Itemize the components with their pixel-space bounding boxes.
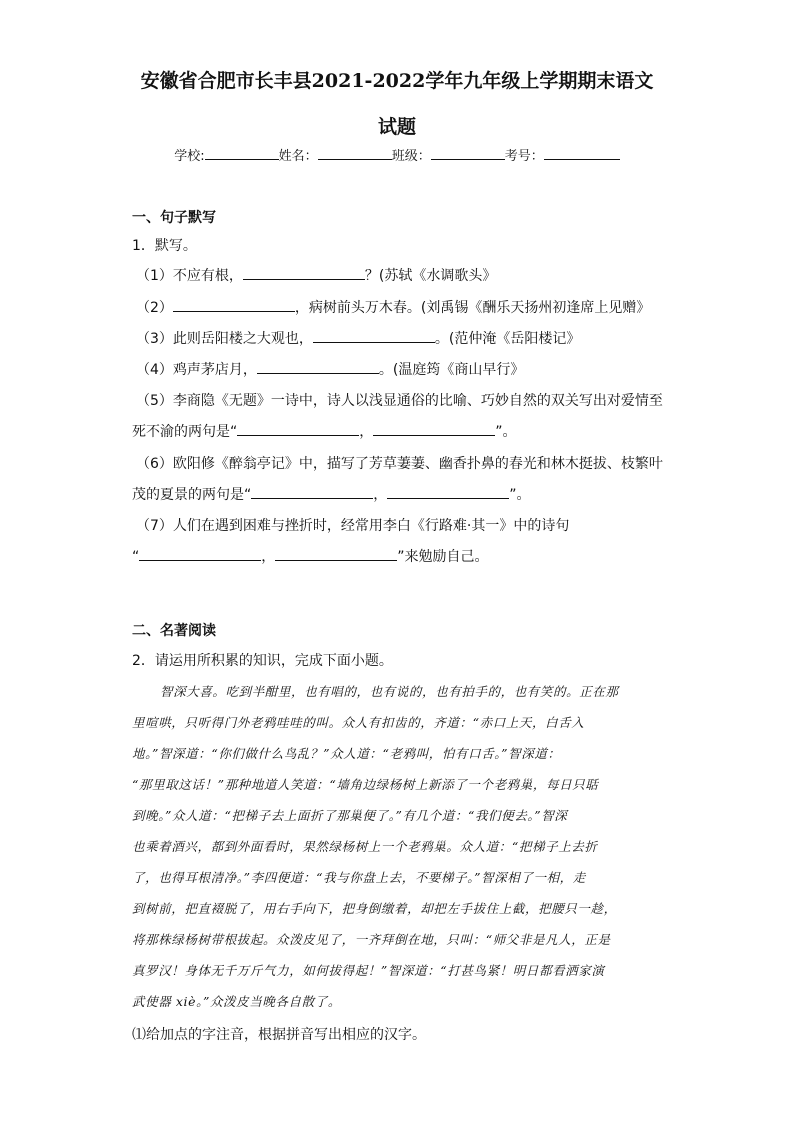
item5-blank-a[interactable] [237,422,359,436]
item4-source: 。(温庭筠《商山早行》 [378,362,525,378]
passage-line: 智深大喜。吃到半酣里，也有唱的，也有说的，也有拍手的，也有笑的。正在那 [160,684,619,699]
subquestion-1: ⑴给加点的字注音，根据拼音写出相应的汉字。 [132,1027,426,1043]
item7-line2 [132,546,489,566]
exam-no-blank[interactable] [544,147,620,160]
item6-blank-a[interactable] [251,485,373,499]
item7-text: “ [132,549,140,565]
passage-line: 里喧哄，只听得门外老鸦哇哇的叫。众人有扣齿的，齐道：“赤口上天，白舌入 [132,715,585,730]
item7-blank-b[interactable] [275,547,397,561]
passage-line: 到树前，把直裰脱了，用右手向下，把身倒缴着，却把左手拔住上截，把腰只一趁， [132,901,617,916]
item2-blank[interactable] [173,298,295,312]
item1-source: ？(苏轼《水调歌头》 [364,268,497,284]
item1-blank[interactable] [243,266,365,280]
passage-line: 将那株绿杨树带根拔起。众泼皮见了，一齐拜倒在地，只叫：“师父非是凡人，正是 [132,932,611,947]
item5-end: ”。 [495,424,517,440]
exam-title-line2: 试题 [377,116,416,138]
item6-line2 [132,484,531,504]
exam-title-line1: 安徽省合肥市长丰县2021-2022学年九年级上学期期末语文 [140,70,654,92]
item6-line1: （6）欧阳修《醉翁亭记》中，描写了芳草萋萋、幽香扑鼻的春光和林木挺拔、枝繁叶 [136,456,663,472]
class-blank[interactable] [431,147,505,160]
item4-blank[interactable] [257,360,379,374]
item3-source: 。(范仲淹《岳阳楼记》 [434,331,581,347]
question2-stem: 2．请运用所积累的知识，完成下面小题。 [132,653,393,669]
exam-no-label: 考号： [504,149,544,164]
item7-line1: （7）人们在遇到困难与挫折时，经常用李白《行路难·其一》中的诗句 [136,518,570,534]
item5-line1: （5）李商隐《无题》一诗中，诗人以浅显通俗的比喻、巧妙自然的双关写出对爱情至 [136,393,663,409]
school-blank[interactable] [205,147,279,160]
item7-end: ”来勉励自己。 [397,549,489,565]
item1 [136,265,496,285]
item2-source: ，病树前头万木春。(刘禹锡《酬乐天扬州初逢席上见赠》 [294,300,651,316]
name-blank[interactable] [318,147,392,160]
school-label: 学校: [174,149,205,164]
question1-stem: 1．默写。 [132,238,197,254]
item6-blank-b[interactable] [387,485,509,499]
passage-line: 地。”智深道：“你们做什么鸟乱？”众人道：“老鸦叫，怕有口舌。”智深道： [132,746,561,761]
item4 [136,359,524,379]
item5-text: 死不渝的两句是“ [132,424,238,440]
item6-comma: ， [373,487,388,503]
item6-end: ”。 [509,487,531,503]
item7-comma: ， [261,549,276,565]
name-label: 姓名： [278,149,318,164]
item7-blank-a[interactable] [139,547,261,561]
section1-heading: 一、句子默写 [132,210,216,226]
item3-text: （3）此则岳阳楼之大观也， [136,331,313,347]
item1-text: （1）不应有根， [136,268,243,284]
item5-line2 [132,421,517,441]
student-info-row [0,145,794,164]
item3 [136,328,580,348]
passage-line: 到晚。”众人道：“把梯子去上面折了那巢便了。”有几个道：“我们便去。”智深 [132,808,568,823]
item4-text: （4）鸡声茅店月， [136,362,257,378]
item2 [136,297,650,317]
section2-heading: 二、名著阅读 [132,623,216,639]
passage-line: 武使器 xiè。”众泼皮当晚各自散了。 [132,994,341,1009]
passage-line: 也乘着酒兴，都到外面看时，果然绿杨树上一个老鸦巢。众人道：“把梯子上去折 [132,839,598,854]
item5-comma: ， [359,424,374,440]
passage-line: “那里取这话！”那种地道人笑道：“墙角边绿杨树上新添了一个老鸦巢，每日只聒 [132,777,599,792]
passage-line: 真罗汉！身体无千万斤气力，如何拔得起！”智深道：“打甚鸟紧！明日都看洒家演 [132,963,605,978]
class-label: 班级： [391,149,431,164]
item2-text: （2） [136,300,173,316]
passage-line: 了，也得耳根清净。”李四便道：“我与你盘上去，不要梯子。”智深相了一相，走 [132,870,586,885]
item5-blank-b[interactable] [373,422,495,436]
item6-text: 茂的夏景的两句是“ [132,487,252,503]
item3-blank[interactable] [313,329,435,343]
